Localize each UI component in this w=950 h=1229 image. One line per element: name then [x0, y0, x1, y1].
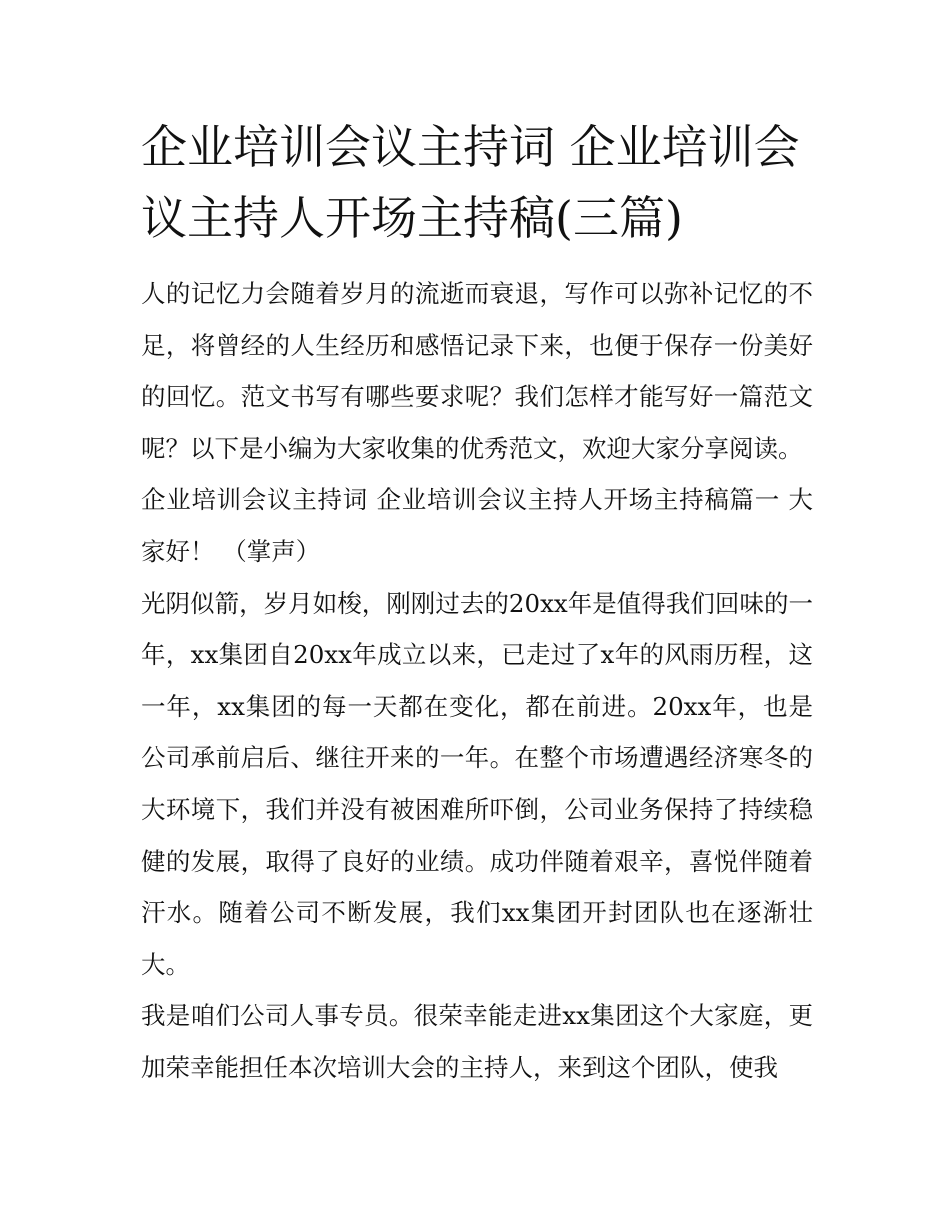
title-spacer: [141, 254, 813, 268]
document-content: [141, 112, 813, 1094]
body-paragraph: 光阴似箭，岁月如梭，刚刚过去的20xx年是值得我们回味的一年，xx集团自20xx年成立以来，已走过了x年的风雨历程，这一年，xx集团的每一天都在变化，都在前进。20xx年，也是公司承前启后、继往开来的一年。在整个市场遭遇经济寒冬的大环境下，我们并没有被困难所吓倒，公司业务保持了持续稳健的发展，取得了良好的业绩。成功伴随着艰辛，喜悦伴随着汗水。随着公司不断发展，我们xx集团开封团队也在逐渐壮大。: [141, 588, 813, 979]
body-paragraph: 我是咱们公司人事专员。很荣幸能走进xx集团这个大家庭，更加荣幸能担任本次培训大会的主持人，来到这个团队，使我: [141, 1001, 813, 1082]
section-heading-paragraph: 企业培训会议主持词 企业培训会议主持人开场主持稿篇一 大家好！ （掌声）: [141, 485, 813, 566]
document-title: 企业培训会议主持词 企业培训会议主持人开场主持稿(三篇): [141, 120, 800, 245]
intro-paragraph: 人的记忆力会随着岁月的流逝而衰退，写作可以弥补记忆的不足，将曾经的人生经历和感悟记录下来，也便于保存一份美好的回忆。范文书写有哪些要求呢？我们怎样才能写好一篇范文呢？以下是小编为大家收集的优秀范文，欢迎大家分享阅读。: [141, 279, 813, 463]
